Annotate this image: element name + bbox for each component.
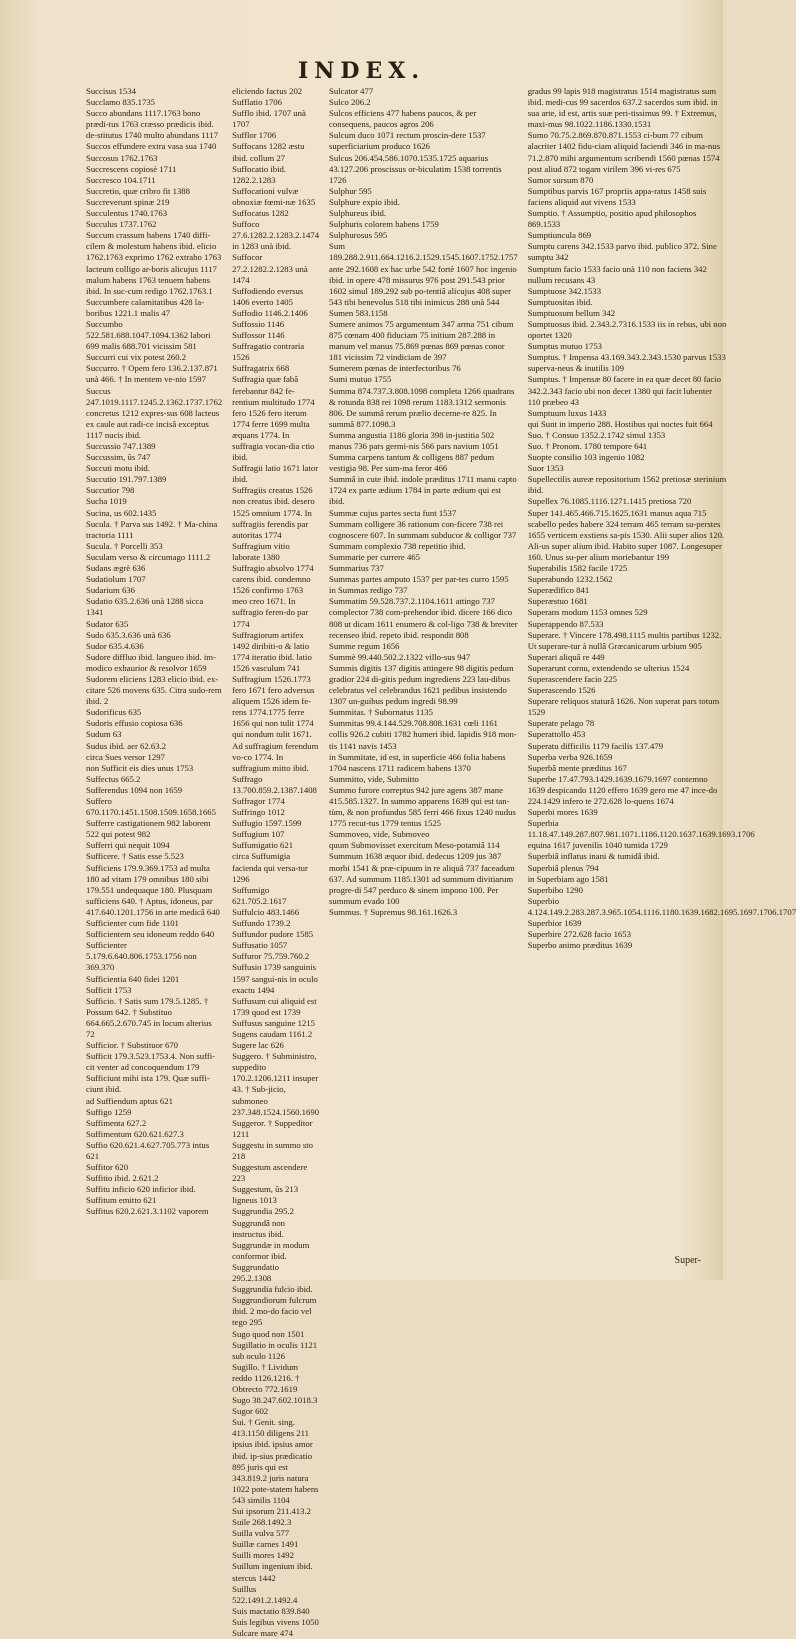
index-entry: Sufficientem seu idoneum reddo 640 — [86, 929, 215, 940]
index-entry: Succum crassum habens 1740 diffi-cilem & molestum habens ibid. elicio 1762.1763 exprimo 1762 extraho 1763 lacteum colligo ar-boris alicujus 1117 malum habens 1763 tenuem habens ibid. In suc-cum redigo 1762.1763.1 — [86, 230, 222, 296]
index-entry: Superbâ mente præditus 167 — [527, 762, 627, 773]
index-entry: Suggero. † Subministro, suppedito 170.2.1206.1211 insuper 43. † Sub-jicio, submoneo 237.348.1524.1560.1690 — [232, 1051, 320, 1117]
index-entry: Suffodiendo eversus 1406 everto 1405 — [232, 285, 304, 307]
index-entry: Suffragium 1526.1773 fero 1671 fero adversus aliquem 1526 idem fe-rens 1774.1775 ferre 1656 qui non tulit 1774 qui nondum tulit 1671. Ad suffragium ferendum vo-co 1774. In suffragium mitto ibid. — [232, 673, 319, 773]
index-entry: Superbe 17.47.793.1429.1639.1679.1697 contemno 1639 despicando 1120 effero 1639 gero me 47 ince-do 224.1429 infero te 272.628 lo-quens 1674 — [527, 773, 718, 806]
index-entry: Sumptuose 342.1533 — [527, 285, 602, 296]
index-entry: Succurri cui vix potest 260.2 — [86, 352, 187, 363]
index-entry: Sufflor 1706 — [232, 130, 277, 141]
index-entry: Superba verba 926.1659 — [527, 751, 613, 762]
index-entry: Suffocor 27.2.1282.2.1283 unà 1474 — [232, 252, 308, 285]
index-entry: Sufflo ibid. 1707 unà 1707 — [232, 108, 306, 130]
index-entry: Sufficio. † Satis sum 179.5.1285. † Possum 642. † Substituo 664.665.2.670.745 in locum alterius 72 — [86, 995, 212, 1039]
index-entry: Succo abundans 1117.1763 bono prædi-tus 1763 cræsso prædicis ibid. de-stitutus 1740 multo abundans 1117 — [86, 108, 219, 141]
index-column-2 — [232, 86, 320, 1639]
index-entry: Suggrundiorum fulcrum ibid. 2 mo-do facio vel tego 295 — [232, 1295, 317, 1328]
index-entry: Sulcum duco 1071 rectum proscin-dere 1537 superficiarium produco 1626 — [329, 130, 486, 152]
index-entry: Sulcare mare 474 — [232, 1628, 293, 1639]
index-entry: Summam complexio 738 repetitio ibid. — [329, 540, 466, 551]
index-entry: Suffulcio 483.1466 — [232, 906, 300, 917]
index-entry: Sucula. † Parva sus 1492. † Ma-china tractoria 1111 — [86, 518, 218, 540]
index-entry: Succulus 1737.1762 — [86, 219, 157, 230]
index-entry: Suor 1353 — [527, 463, 564, 474]
index-entry: Sucina, us 602.1435 — [86, 507, 157, 518]
index-entry: Sulphureus ibid. — [329, 208, 386, 219]
index-entry: Sufficit 179.3.523.1753.4. Non suffi-cit venter ad concoquendum 179 — [86, 1051, 216, 1073]
index-entry: Sulphur 595 — [329, 185, 372, 196]
index-entry: Suilla vulva 577 — [232, 1528, 290, 1539]
index-entry: Summus. † Supremus 98.161.1626.3 — [329, 906, 458, 917]
index-entry: Succretio, quæ cribro fit 1388 — [86, 185, 190, 196]
index-entry: Suffragiis creatus 1526 non creatus ibid. desero 1525 omnium 1774. In suffragiis ferendis par autoritas 1774 — [232, 485, 315, 540]
index-entry: circa Suffumigia facienda qui versa-tur 1296 — [232, 851, 308, 884]
index-entry: Succuti motu ibid. — [86, 463, 150, 474]
index-entry: Superabilis 1582 facile 1725 — [527, 563, 628, 574]
index-entry: Sudoris effusio copiosa 636 — [86, 718, 183, 729]
index-entry: Superbire 272.628 facio 1653 — [527, 929, 631, 940]
index-entry: Sucha 1019 — [86, 496, 127, 507]
index-entry: Summarie per currere 465 — [329, 551, 420, 562]
index-entry: Summe regum 1656 — [329, 640, 400, 651]
index-entry: Suffio 620.621.4.627.705.773 intus 621 — [86, 1139, 210, 1161]
index-entry: ad Suffiendum aptus 621 — [86, 1095, 173, 1106]
index-entry: Sufficior. † Substituor 670 — [86, 1040, 179, 1051]
index-entry: Suffuror 75.759.760.2 — [232, 951, 310, 962]
index-entry: Sulcos efficiens 477 habens paucos, & per consequens, paucos agros 206 — [329, 108, 477, 130]
index-entry: Suis mactatio 839.840 — [232, 1605, 310, 1616]
index-entry: Summam colligere 36 rationum con-ficere 738 rei cognoscere 607. In summam subducor & colligor 737 — [329, 518, 517, 540]
index-entry: Summæ cujus partes secta funt 1537 — [329, 507, 457, 518]
index-entry: Suffragii latio 1671 lator ibid. — [232, 463, 319, 485]
index-entry: Sugo 38.247.602.1018.3 — [232, 1395, 318, 1406]
index-entry: Superbibo 1290 — [527, 884, 583, 895]
index-entry: Summa carpens tantum & colligens 887 pedum vestigia 98. Per sum-ma feror 466 — [329, 452, 495, 474]
index-entry: Summas partes amputo 1537 per par-tes curro 1595 — [329, 574, 509, 585]
index-entry: Superari aliquâ re 449 — [527, 651, 605, 662]
index-entry: Sum 189.288.2.911.664.1216.2.1529.1545.1607.1752.1757 ante 292.1608 ex hac urbe 542 fortè 1607 hoc ingenio ibid. in opere 478 missurus 976 post 291.543 prior 1602 simul 189.292 sub po-tentiâ alicujus 408 super 543 tibi benevolus 518 tibi inimicus 288 unà 544 — [329, 241, 518, 307]
index-entry: Superbo animo præditus 1639 — [527, 940, 633, 951]
index-entry: Superbiâ inflatus inani & tumidâ ibid. — [527, 851, 660, 862]
index-entry: Suffimenta 627.2 — [86, 1117, 147, 1128]
index-entry: Sudarium 636 — [86, 585, 135, 596]
index-entry: Sufficiunt mihi ista 179. Quæ suffi-ciunt ibid. — [86, 1073, 210, 1095]
index-entry: Sumptus mutuo 1753 — [527, 341, 603, 352]
index-entry: Suggestum, ûs 213 ligneus 1013 — [232, 1184, 299, 1206]
index-entry: Suffocatus 1282 — [232, 208, 289, 219]
index-entry: Superbior 1639 — [527, 918, 582, 929]
index-entry: Superbi mores 1639 — [527, 807, 598, 818]
index-entry: Suffitus 620.2.621.3.1102 vaporem — [86, 1206, 209, 1217]
index-entry: eliciendo factus 202 — [232, 86, 303, 96]
index-entry: Suffoco 27.6.1282.2.1283.2.1474 in 1283 unà ibid. — [232, 219, 320, 252]
index-entry: Sumptus. † Impensa 43.169.343.2.343.1530 parvus 1533 superva-neus & inutilis 109 — [527, 352, 726, 374]
index-entry: Sulco 206.2 — [329, 97, 371, 108]
catchword: Super- — [674, 1255, 701, 1266]
index-entry: Summa 874.737.3.808.1098 completa 1266 quadrans & rotunda 838 rei 1098 rerum 1183.1312 sermonis 806. De summâ rerum prælio decerne-re 825. In summâ 877.1098.3 — [329, 385, 515, 429]
index-entry: in Summas redigo 737 — [329, 585, 408, 596]
index-entry: Sugens caudam 1161.2 — [232, 1028, 313, 1039]
index-entry: Sudorem eliciens 1283 elicio ibid. ex-citare 526 movens 635. Citra sudo-rem ibid. 2 — [86, 673, 222, 707]
index-entry: Suffodio 1146.2.1406 — [232, 307, 308, 318]
index-entry: Suggrundatio 295.2.1308 — [232, 1261, 279, 1284]
index-entry: Sufferri qui nequit 1094 — [86, 840, 170, 851]
index-entry: Suffragia quæ fabâ ferebantur 842 fe-rentium multitudo 1774 fero 1526 fero iterum 1774 ferre 1699 multa æquans 1774. In suffragia vocan-dia ctio ibid. — [232, 374, 315, 463]
index-entry: Suffusatio 1057 — [232, 940, 288, 951]
index-entry: Suffigo 1259 — [86, 1106, 132, 1117]
index-entry: Suilli mores 1492 — [232, 1550, 294, 1561]
index-entry: Summum 1638 æquor ibid. dedecus 1209 jus 387 morbi 1541 & præ-cipuum in re aliquâ 737 faceadum 637. Ad summum 1185.1301 ad summum divitiarum progre-di 547 perduco & sinem impono 100. Per summum evado 100 — [329, 851, 515, 906]
index-entry: Superare. † Vincere 178.498.1115 multis partibus 1232. Ut superare-tur à nullâ Græcanicarum urbium 905 — [527, 629, 722, 651]
index-entry: Succosus 1762.1763 — [86, 152, 158, 163]
index-entry: Sufficit 1753 — [86, 984, 132, 995]
index-entry: Sudatiolum 1707 — [86, 574, 146, 585]
index-entry: Suffumigatio 621 — [232, 840, 294, 851]
index-entry: Sui ipsorum 211.413.2 — [232, 1506, 312, 1516]
index-entry: Superarunt cornu, extendendo se ulterius 1524 — [527, 662, 690, 673]
index-entry: Sumptio. † Assumptio, positio apud philosophos 869.1533 — [527, 208, 697, 230]
index-entry: Superæstuo 1681 — [527, 596, 588, 607]
index-entry: Suffragor 1774 — [232, 796, 285, 806]
page-title: INDEX. — [298, 58, 425, 84]
index-entry: Suffragium vitio laborate 1380 — [232, 540, 290, 562]
index-entry: Sudorificus 635 — [86, 707, 142, 718]
index-entry: Suillæ carnes 1491 — [232, 1539, 299, 1550]
index-entry: Succussim, ûs 747 — [86, 452, 151, 463]
index-entry: Suffundor pudore 1585 — [232, 929, 314, 940]
index-entry: Suggestu in summo sto 218 — [232, 1139, 314, 1161]
index-entry: Sudus ibid. aer 62.63.2 — [86, 740, 167, 751]
index-entry: Summitto, vide, Submitto — [329, 773, 419, 784]
index-entry: Sumptu carens 342.1533 parvo ibid. publico 372. Sine sumptu 342 — [527, 241, 717, 263]
index-entry: Suggeror. † Suppeditor 1211 — [232, 1117, 313, 1139]
index-entry: Sumptum facio 1533 facio unà 110 non faciens 342 nullum recusans 43 — [527, 263, 707, 285]
index-entry: Sumptus. † Impensæ 80 facere in ea quæ decet 80 facio 342.2.343 facio ubi non decet 1380 qui facit lubenter 110 præbeo 43 — [527, 374, 721, 407]
index-entry: Suggrundæ in modum conformor ibid. — [232, 1239, 310, 1261]
index-entry: Supellex 76.1085.1116.1271.1415 pretiosa 720 — [527, 496, 692, 507]
index-entry: Superappendo 87.533 — [527, 618, 604, 629]
index-entry: Suffrago 13.700.859.2.1387.1408 — [232, 773, 317, 795]
index-entry: Suis legibus vivens 1050 — [232, 1616, 319, 1627]
index-entry: Sumptuosus ibid. 2.343.2.7316.1533 iis in rebus, ubi non oportet 1320 — [527, 318, 727, 341]
index-entry: Suffringo 1012 — [232, 807, 285, 818]
index-entry: Suffocationi vulvæ obnoxiæ fœmi-næ 1635 — [232, 185, 316, 207]
index-entry: Suile 268.1492.3 — [232, 1517, 292, 1528]
index-column-3 — [329, 86, 518, 1256]
index-entry: Sulcus 206.454.586.1070.1535.1725 aquarius 43.127.206 proscissus or-biculatim 1538 torrentis 1726 — [329, 152, 502, 185]
index-entry: Sumptuosum bellum 342 — [527, 307, 616, 318]
index-entry: Summè 99.440.502.2.1322 villo-sus 947 — [329, 651, 471, 662]
index-entry: Suffitio ibid. 2.621.2 — [86, 1173, 159, 1184]
index-entry: Suffitu inficio 620 inficior ibid. — [86, 1184, 196, 1195]
index-entry: Summoveo, vide, Submoveo — [329, 829, 430, 840]
index-entry: Sudo 635.3.636 unà 636 — [86, 629, 171, 640]
index-entry: circa Sues versor 1297 — [86, 751, 165, 762]
index-entry: Succulentus 1740.1763 — [86, 208, 168, 219]
index-entry: Superattollo 453 — [527, 729, 586, 740]
index-entry: Sufficiens 179.9.369.1753 ad multa 180 ad vitam 179 omnibus 180 sibi 179.551 undequaque 180. Plusquam sufficiens 640. † Aptus, idoneus, par 417.640.1201.1756 in arte medicâ 640 — [86, 862, 220, 917]
index-entry: Sufferre castigationem 982 laborem 522 qui potest 982 — [86, 818, 211, 840]
index-entry: Superabundo 1232.1562 — [527, 574, 613, 585]
index-entry: Sulphure expio ibid. — [329, 196, 400, 207]
index-entry: Suffumigo 621.705.2.1617 — [232, 884, 287, 906]
index-entry: Sufflatio 1706 — [232, 97, 282, 108]
index-entry: Superascendere facio 225 — [527, 673, 617, 684]
index-entry: Suggestum ascendere 223 — [232, 1162, 308, 1184]
index-entry: Sudore diffluo ibid. langueo ibid. im-modico exhaurior & resolvor 1659 — [86, 651, 216, 673]
index-entry: Succutio 191.797.1389 — [86, 474, 167, 485]
index-entry: Sugillatio in oculis 1121 sub oculo 1126 — [232, 1339, 318, 1361]
index-entry: Superatu difficilis 1179 facilis 137.479 — [527, 740, 664, 751]
index-entry: Sufficientia 640 fidei 1201 — [86, 973, 180, 984]
index-entry: Succrescens copiosè 1711 — [86, 163, 177, 174]
index-entry: Suffugio 1597.1599 — [232, 818, 302, 829]
index-entry: Suffugium 107 — [232, 829, 285, 840]
index-entry: Sudatio 635.2.636 unà 1288 sicca 1341 — [86, 596, 204, 618]
index-entry: Suo. † Pronom. 1780 tempore 641 — [527, 441, 648, 451]
index-entry: Summitas. † Subornatus 1135 — [329, 707, 433, 718]
index-entry: Sudum 63 — [86, 729, 122, 740]
index-entry: Summo furore correptus 942 jure agens 387 mane 415.585.1327. In summo apparens 1639 qui est tan-tùm, & non profundus 585 ferri 466 fixus 1240 nudus 1775 recut-tus 1779 tentus 1525 — [329, 784, 516, 829]
index-entry: Succresco 104.1711 — [86, 174, 156, 185]
index-entry: Suculam verso & circumago 1111.2 — [86, 551, 211, 562]
index-entry: Summis digitis 137 digitis attingere 98 digitis pedum gradior 224 di-gitis pedum ingrediens 223 lau-dibus celebratus vel celebrandus 1621 pedibus insistendo 1307 un-guibus pedum ingredi 98.99 — [329, 662, 514, 707]
index-entry: Suffitor 620 — [86, 1162, 129, 1173]
index-entry: Suffossio 1146 — [232, 318, 285, 329]
index-entry: Summâ in cute ibid. indole præditus 1711 manu capto 1724 ex parte ædium 1784 in parte ædium qui est ibid. — [329, 474, 517, 507]
index-entry: Suillum ingenium ibid. stercus 1442 — [232, 1561, 313, 1583]
index-entry: Sufficienter cum fide 1101 — [86, 918, 179, 929]
index-column-4 — [527, 86, 796, 1256]
index-entry: Sumerem pœnas de interfectoribus 76 — [329, 363, 461, 374]
index-entry: Summarius 737 — [329, 563, 384, 574]
index-entry: Sumere animos 75 argumentum 347 arma 751 cibum 875 cœnam 400 fiduciam 75 initium 287.288 in manum vel manus 75.869 pœnas 869 pœnas conor 181 vicissim 72 vindiciam de 397 — [329, 318, 514, 363]
index-entry: Sumptuositas ibid. — [527, 296, 593, 307]
index-entry: quum Submovisset exercitum Meso-potamiâ 114 — [329, 840, 500, 851]
index-entry: Sumi mutuo 1755 — [329, 374, 392, 385]
index-entry: Superascendo 1526 — [527, 685, 596, 696]
index-entry: Sufficere. † Satis esse 5.523 — [86, 851, 184, 862]
index-entry: Suffossor 1146 — [232, 330, 285, 341]
index-entry: Suggrundia fulcio ibid. — [232, 1284, 313, 1295]
index-entry: Superans modum 1153 omnes 529 — [527, 607, 648, 618]
index-entry: Suffragiorum artifex 1492 diribiti-o & latio 1774 iteratio ibid. latio 1526 vasculum 741 — [232, 629, 312, 673]
index-entry: in Summitate, id est, in superficie 466 folia habens 1704 nascens 1711 radicem habens 1370 — [329, 751, 506, 773]
index-entry: Superare reliquos staturâ 1626. Non superat pars totum 1529 — [527, 696, 720, 718]
index-entry: Sudans ægrè 636 — [86, 563, 146, 574]
index-entry: Superædifico 841 — [527, 585, 590, 596]
index-entry: Suffragatrix 668 — [232, 363, 290, 374]
index-entry: Succurro. † Opem fero 136.2.137.871 unà 466. † In mentem ve-nio 1597 — [86, 363, 218, 385]
index-entry: Succumbere calamitatibus 428 la-boribus 1221.1 malis 47 — [86, 296, 204, 318]
index-entry: in Superbiam ago 1581 — [527, 873, 609, 884]
index-entry: Superbia 11.18.47.149.287.807.981.1071.1186.1120.1637.1639.1693.1706 equina 1617 juvenilis 1040 tumida 1729 — [527, 818, 755, 851]
index-entry: Super 141.465.466.715.1625.1631 manus aqua 715 scabello pedes habere 324 terram 465 terram su-perstes 1655 verticem exstiens sa-pis 1530. Alii super alios 120. Ali-us super alium ibid. Habito super 1087. Longesuper 160. Unus su-per alium moriebantur 199 — [527, 507, 725, 562]
index-entry: Suopte consilio 103 ingenio 1082 — [527, 452, 645, 463]
index-entry: Sumo 70.75.2.869.870.871.1553 ci-bum 77 cibum alacriter 1402 fidu-ciam aliquid faciendi 346 in ma-nus 71.2.870 mihi argumentum scribendi 1560 pœnas 1574 post aliud 872 togam virilem 396 vi-res 675 — [527, 130, 720, 174]
index-entry: qui Sunt in imperio 288. Hostibus qui noctes fuit 664 — [527, 418, 713, 429]
index-entry: Superate pelago 78 — [527, 718, 595, 729]
index-entry: non Sufficit eis dies unus 1753 — [86, 762, 194, 773]
index-entry: Succisus 1534 — [86, 86, 136, 96]
index-entry: Succos effundere extra vasa sua 1740 — [86, 141, 217, 152]
index-entry: Suffusus sanguine 1215 — [232, 1017, 316, 1028]
index-entry: Suffitum emitto 621 — [86, 1195, 157, 1206]
index-entry: Suffectus 665.2 — [86, 773, 141, 784]
index-entry: Suffero 670.1170.1451.1508.1509.1658.1665 — [86, 796, 216, 818]
index-entry: Sufficienter 5.179.6.640.806.1753.1756 non 369.370 — [86, 940, 197, 973]
index-entry: Sulphurosus 595 — [329, 230, 388, 241]
index-entry: Succumbo 522.581.688.1047.1094.1362 labori 699 malis 688.701 vicissim 581 — [86, 318, 211, 352]
index-entry: Suggrundia 295.2 — [232, 1206, 294, 1217]
index-entry: Sui. † Genit. sing. 413.1150 diligens 211 ipsius ibid. ipsius amor ibid. ip-sius prædicatio 895 juris qui est 343.819.2 juris natura 1022 pote-statem habens 543 similis 1104 — [232, 1417, 319, 1505]
index-entry: Sudator 635 — [86, 618, 129, 629]
index-entry: Sulphuris colorem habens 1759 — [329, 219, 439, 230]
index-entry: Suillus 522.1491.2.1492.4 — [232, 1583, 298, 1605]
index-entry: Sufferendus 1094 non 1659 — [86, 784, 183, 795]
index-entry: Sugo quod non 1501 — [232, 1328, 305, 1339]
index-entry: Sugillo. † Lividum reddo 1126.1216. † Obtrecto 772.1619 — [232, 1361, 300, 1394]
index-entry: Suo. † Consuo 1352.2.1742 simul 1353 — [527, 429, 666, 440]
index-entry: Succutior 798 — [86, 485, 135, 496]
index-entry: Succus 247.1019.1117.1245.2.1362.1737.1762 concretus 1212 expres-sus 608 lacteus ex caule aut radi-ce incisâ exceptus 1117 nucis ibid. — [86, 385, 223, 440]
index-entry: Suffocans 1282 æstu ibid. collum 27 — [232, 141, 305, 163]
index-entry: Suffragatio contraria 1526 — [232, 341, 305, 363]
index-entry: Suffocatio ibid. 1282.2.1283 — [232, 163, 287, 185]
index-columns — [86, 86, 796, 1639]
index-entry: Sugor 602 — [232, 1406, 269, 1417]
index-column-1 — [86, 86, 222, 1256]
index-entry: Suffusio 1739 sanguinis 1597 sangui-nis in oculo exactu 1494 — [232, 962, 318, 995]
index-entry: Superbio 4.124.149.2.283.287.3.965.1054.1116.1180.1639.1682.1695.1697.1706.1707 — [527, 895, 796, 917]
index-entry: Sumptuum luxus 1433 — [527, 407, 607, 418]
index-entry: Summitas 99.4.144.529.708.808.1631 cœli 1161 collis 926.2 cubiti 1782 humeri ibid. lapidis 918 mon-tis 1141 navis 1453 — [329, 718, 517, 751]
index-entry: Suffusum cui aliquid est 1739 quod est 1739 — [232, 995, 317, 1017]
index-entry: gradus 99 lapis 918 magistratus 1514 magistratus sum ibid. medi-cus 99 sacerdos 637.2 sacerdos sum ibid. in sua arte, id est, artis suæ peri-tissimus 99. † Extremus, maxi-mus 98.1022.1186.1330.1531 — [527, 86, 718, 130]
index-entry: Summatim 59.528.737.2.1104.1611 attingo 737 complector 738 com-prehendor ibid. dicere 166 dico 808 ut dicam 1611 enumero & col-ligo 738 & breviter recenseo ibid. repeto ibid. respondit 808 — [329, 596, 518, 640]
index-entry: Suggrundâ non instructus ibid. — [232, 1217, 286, 1239]
index-entry: Succlamo 835.1735 — [86, 97, 156, 108]
index-entry: Suffundo 1739.2 — [232, 918, 291, 929]
index-entry: Sucula. † Porcelli 353 — [86, 540, 163, 551]
index-entry: Succussio 747.1389 — [86, 441, 156, 451]
index-entry: Sumor sursum 870 — [527, 174, 594, 185]
index-entry: Suffragio absolvo 1774 carens ibid. condemno 1526 confirmo 1763 meo creo 1671. In suffragio feren-do par 1774 — [232, 563, 314, 629]
index-entry: Sugere lac 626 — [232, 1040, 284, 1051]
index-entry: Sudor 635.4.636 — [86, 640, 144, 651]
index-entry: Supellectilis aureæ repositorium 1562 pretiosæ sterinium ibid. — [527, 474, 727, 496]
index-entry: Sulcator 477 — [329, 86, 374, 96]
index-entry: Superbiâ plenus 794 — [527, 862, 599, 873]
index-entry: Sumptibus parvis 167 propriis appa-ratus 1458 suis faciens aliquid aut vivens 1533 — [527, 185, 707, 207]
index-entry: Succreverunt spinæ 219 — [86, 196, 170, 207]
index-entry: Sumptiuncula 869 — [527, 230, 592, 241]
index-entry: Summa angustia 1186 gloria 398 in-justitia 502 manus 736 pars germi-nis 566 pars navium 1051 — [329, 429, 499, 451]
index-entry: Sumen 583.1158 — [329, 307, 388, 318]
index-entry: Suffimentum 620.621.627.3 — [86, 1128, 184, 1139]
